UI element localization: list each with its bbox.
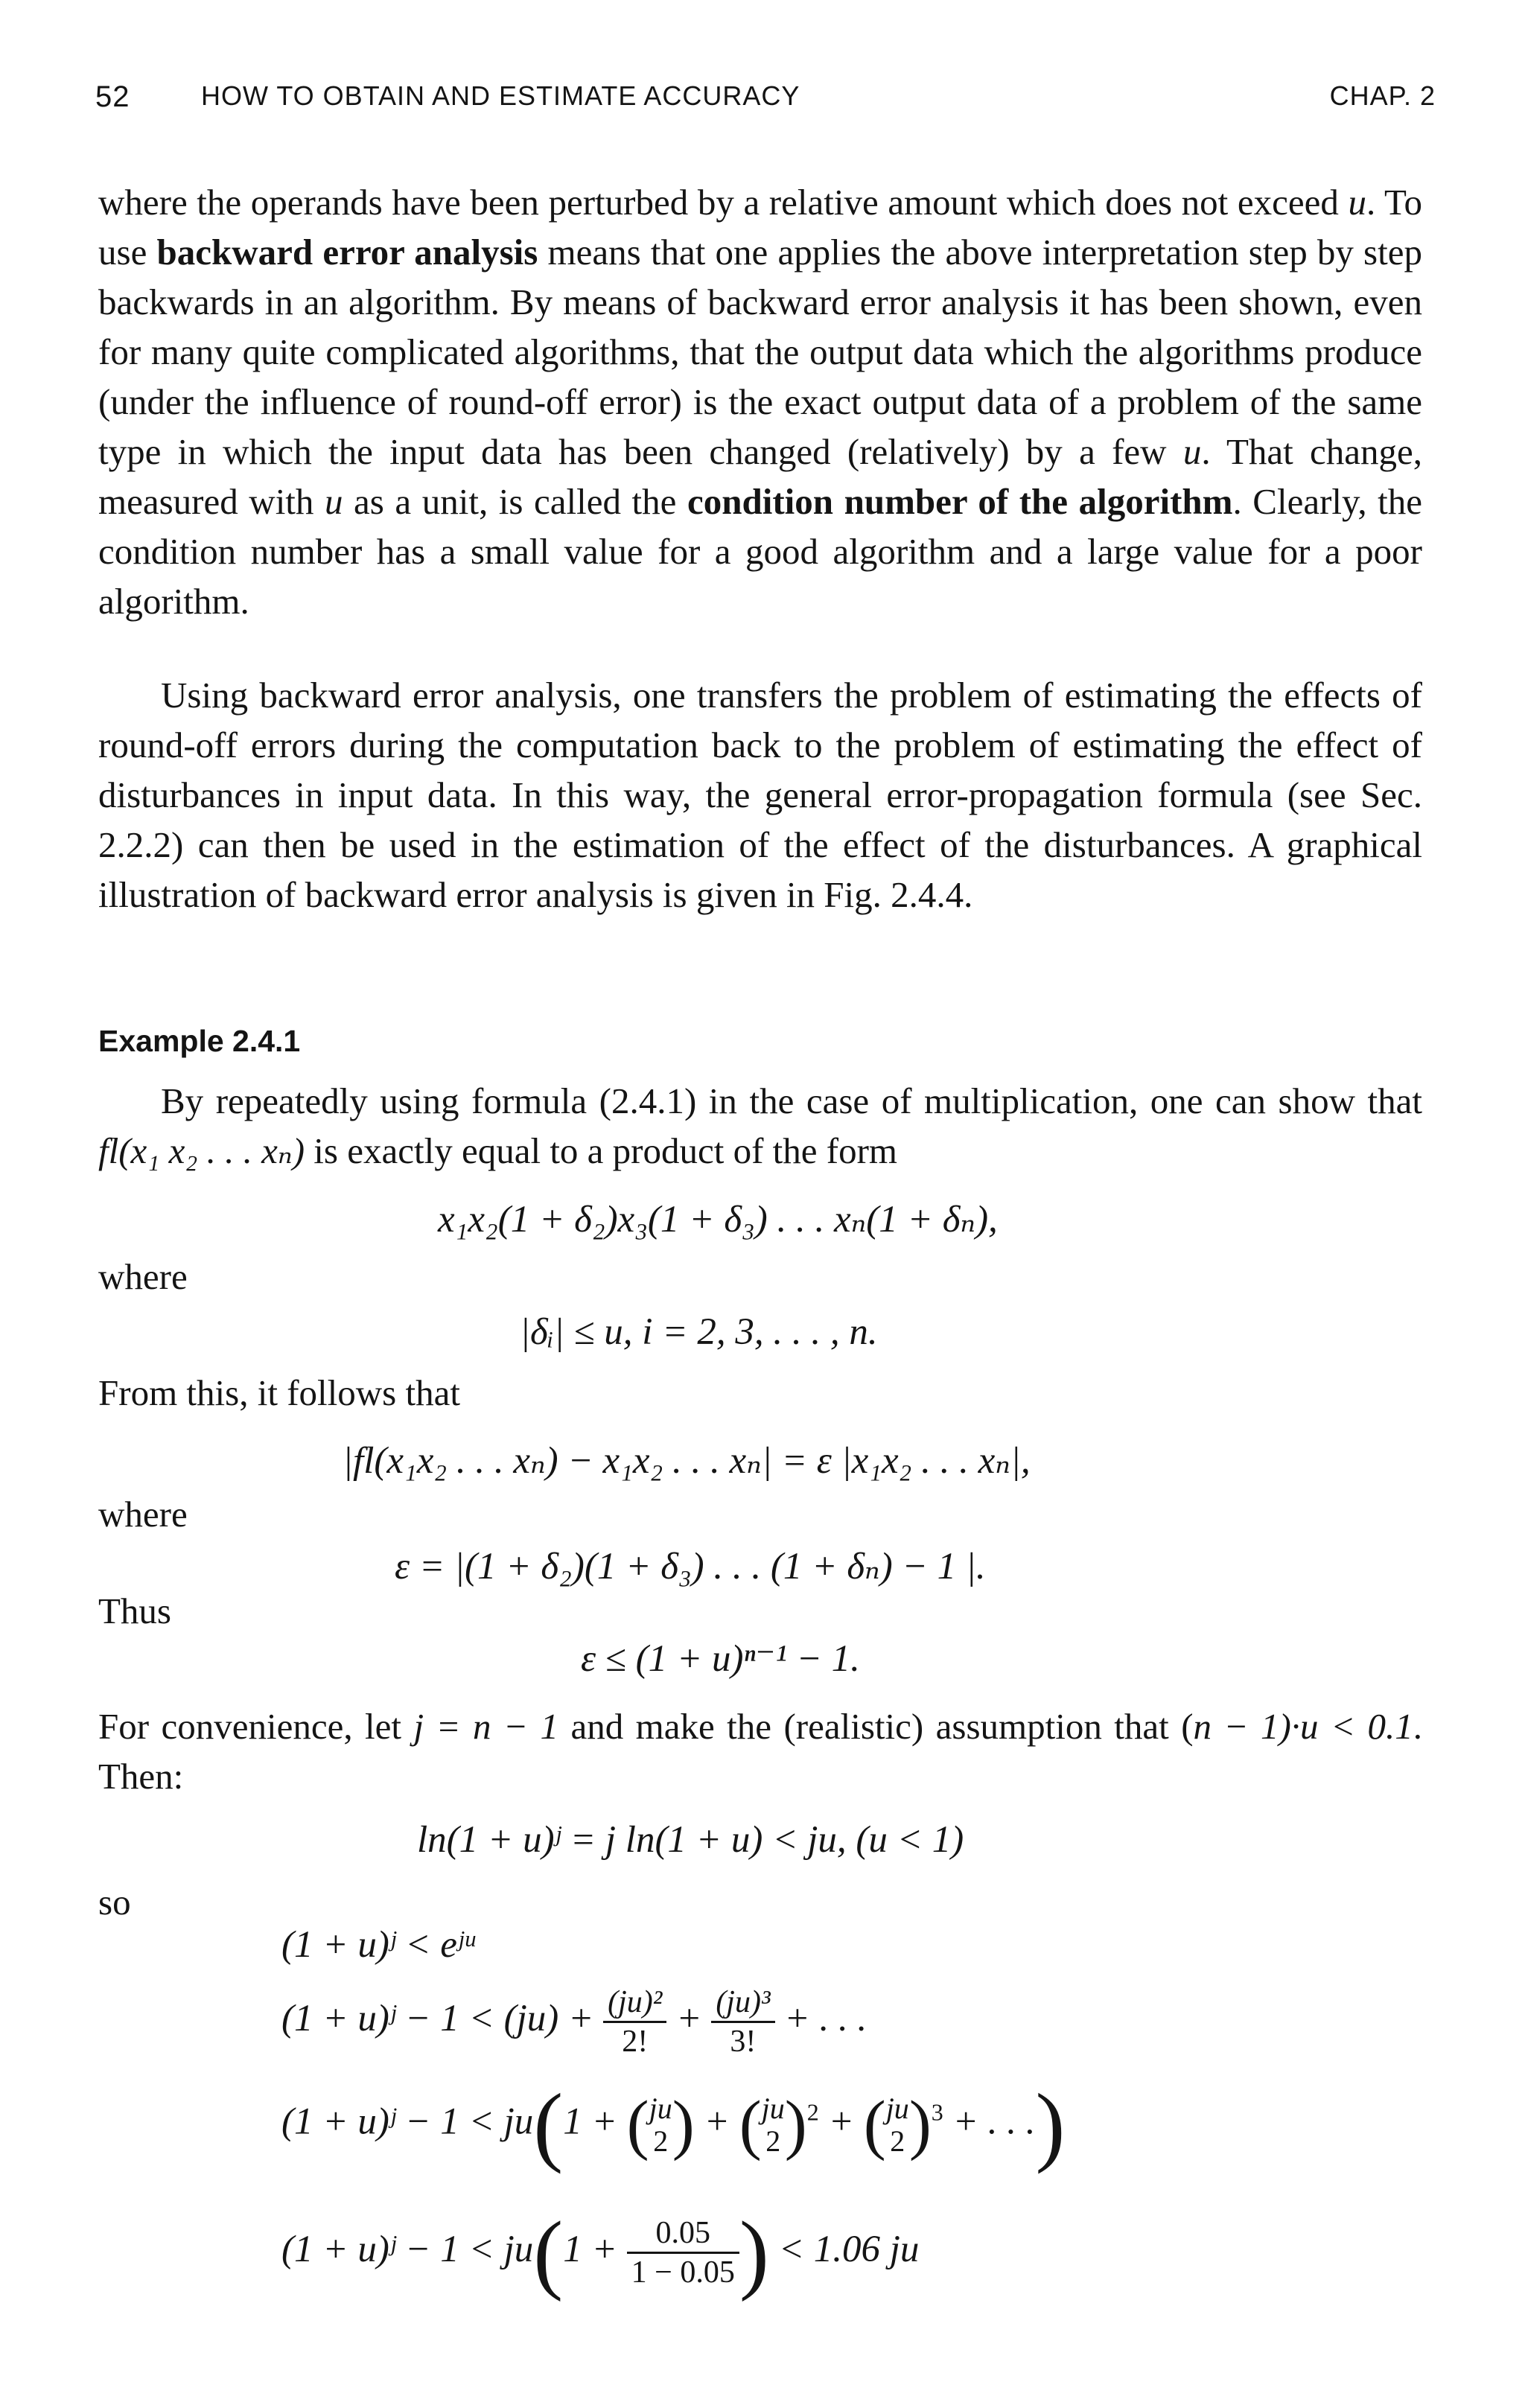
text-run: For convenience, let	[98, 1706, 414, 1747]
text-follows: From this, it follows that	[98, 1372, 460, 1413]
word-so: so	[98, 1882, 131, 1923]
math-u: u	[1182, 431, 1202, 472]
text-run: where the operands have been perturbed by a relative amount which does not exceed	[98, 182, 1349, 223]
paragraph-convenience	[98, 1701, 1422, 1801]
word-where: where	[98, 1256, 188, 1297]
equation-log: ln(1 + u)ʲ = j ln(1 + u) < ju, (u < 1)	[417, 1819, 964, 1861]
text-run: . Then:	[98, 1706, 1423, 1797]
math-fl-product: fl(x₁ x₂ . . . xₙ)	[98, 1130, 305, 1171]
fraction: ju 2	[885, 2092, 909, 2158]
fraction: $\frac{0.05}{1 - 0.05}$	[627, 2214, 739, 2291]
fraction: $\frac{\text{(ju)³}}{3!}$	[711, 1984, 774, 2060]
word-thus: Thus	[98, 1590, 171, 1631]
fraction: ju 2	[649, 2092, 672, 2158]
text-run: . That change, measured with	[98, 431, 1422, 522]
math-j: j = n − 1	[413, 1706, 558, 1747]
equation-epsilon-bound: ε ≤ (1 + u)ⁿ⁻¹ − 1.	[581, 1638, 860, 1680]
fraction: ju 2	[761, 2092, 785, 2158]
equation-epsilon: ε = |(1 + δ₂)(1 + δ₃) . . . (1 + δₙ) − 1 |.	[395, 1546, 986, 1587]
equation-delta-bound: |δᵢ| ≤ u, i = 2, 3, . . . , n.	[520, 1311, 878, 1353]
text-run: By repeatedly using formula (2.4.1) in the case of multiplication, one can show that	[161, 1080, 1422, 1121]
example-title: Example 2.4.1	[98, 1024, 301, 1058]
math-assumption: n − 1)·u < 0.1	[1193, 1706, 1413, 1747]
text-run: as a unit, is called the	[343, 481, 687, 522]
text-run: . To use	[98, 182, 1422, 273]
equation-exp-bound: (1 + u)ʲ < eʲᵘ	[281, 1924, 475, 1966]
math-u: u	[1348, 182, 1367, 223]
math-u: u	[324, 481, 343, 522]
text-run: and make the (realistic) assumption that (	[558, 1706, 1194, 1747]
paragraph-round-off	[98, 670, 1422, 920]
page-number: 52	[95, 80, 130, 113]
equation-product-form: x₁x₂(1 + δ₂)x₃(1 + δ₃) . . . xₙ(1 + δₙ),	[438, 1199, 998, 1240]
equation-final-bound: (1 + u)ʲ − 1 < ju(1 + $\frac{0.05}{1 - 0.05}$ ) < 1.06 ju	[281, 2202, 920, 2302]
term-condition-number: condition number of the algorithm	[687, 481, 1233, 522]
word-where: where	[98, 1494, 188, 1535]
example-intro	[98, 1076, 1422, 1176]
fraction: $\frac{\text{(ju)²}}{2!}$	[603, 1984, 666, 2060]
equation-abs-error: |fl(x₁x₂ . . . xₙ) − x₁x₂ . . . xₙ| = ε |x₁x₂ . . . xₙ|,	[343, 1440, 1031, 1482]
paragraph-text: Using backward error analysis, one transfers the problem of estimating the effects of round-off errors during the computation back to the problem of estimating the effect of disturbances in input data. In this way, the general error-propagation formula (see Sec. 2.2.2) can then be used in the estimation of the effect of the disturbances. A graphical illustration of backward error analysis is given in Fig. 2.4.4.	[98, 675, 1422, 915]
equation-factored-series: (1 + u)ʲ − 1 < ju(1 + (ju 2 ) + (ju 2 )$^2$ + (ju 2 )$^3$ + . . .)	[281, 2075, 1066, 2174]
term-backward-error-analysis: backward error analysis	[156, 232, 538, 273]
text-run: . Clearly, the condition number has a small value for a good algorithm and a large value for a poor algorithm.	[98, 481, 1422, 622]
paragraph-backward-error	[98, 177, 1422, 626]
text-run: means that one applies the above interpretation step by step backwards in an algorithm. By means of backward error analysis it has been shown, even for many quite complicated algorithms, that the output data which the algorithms produce (under the influence of round-off error) is the exact output data of a problem of the same type in which the input data has been changed (relatively) by a few	[98, 232, 1422, 472]
chapter-label: CHAP. 2	[1329, 80, 1436, 111]
text-run: is exactly equal to a product of the form	[305, 1130, 898, 1171]
equation-series: (1 + u)ʲ − 1 < (ju) + $\frac{\text{(ju)²}}{2!}$ + $\frac{\text{(ju)³}}{3!}$ + . . .	[281, 1985, 867, 2059]
running-title: HOW TO OBTAIN AND ESTIMATE ACCURACY	[201, 80, 800, 111]
